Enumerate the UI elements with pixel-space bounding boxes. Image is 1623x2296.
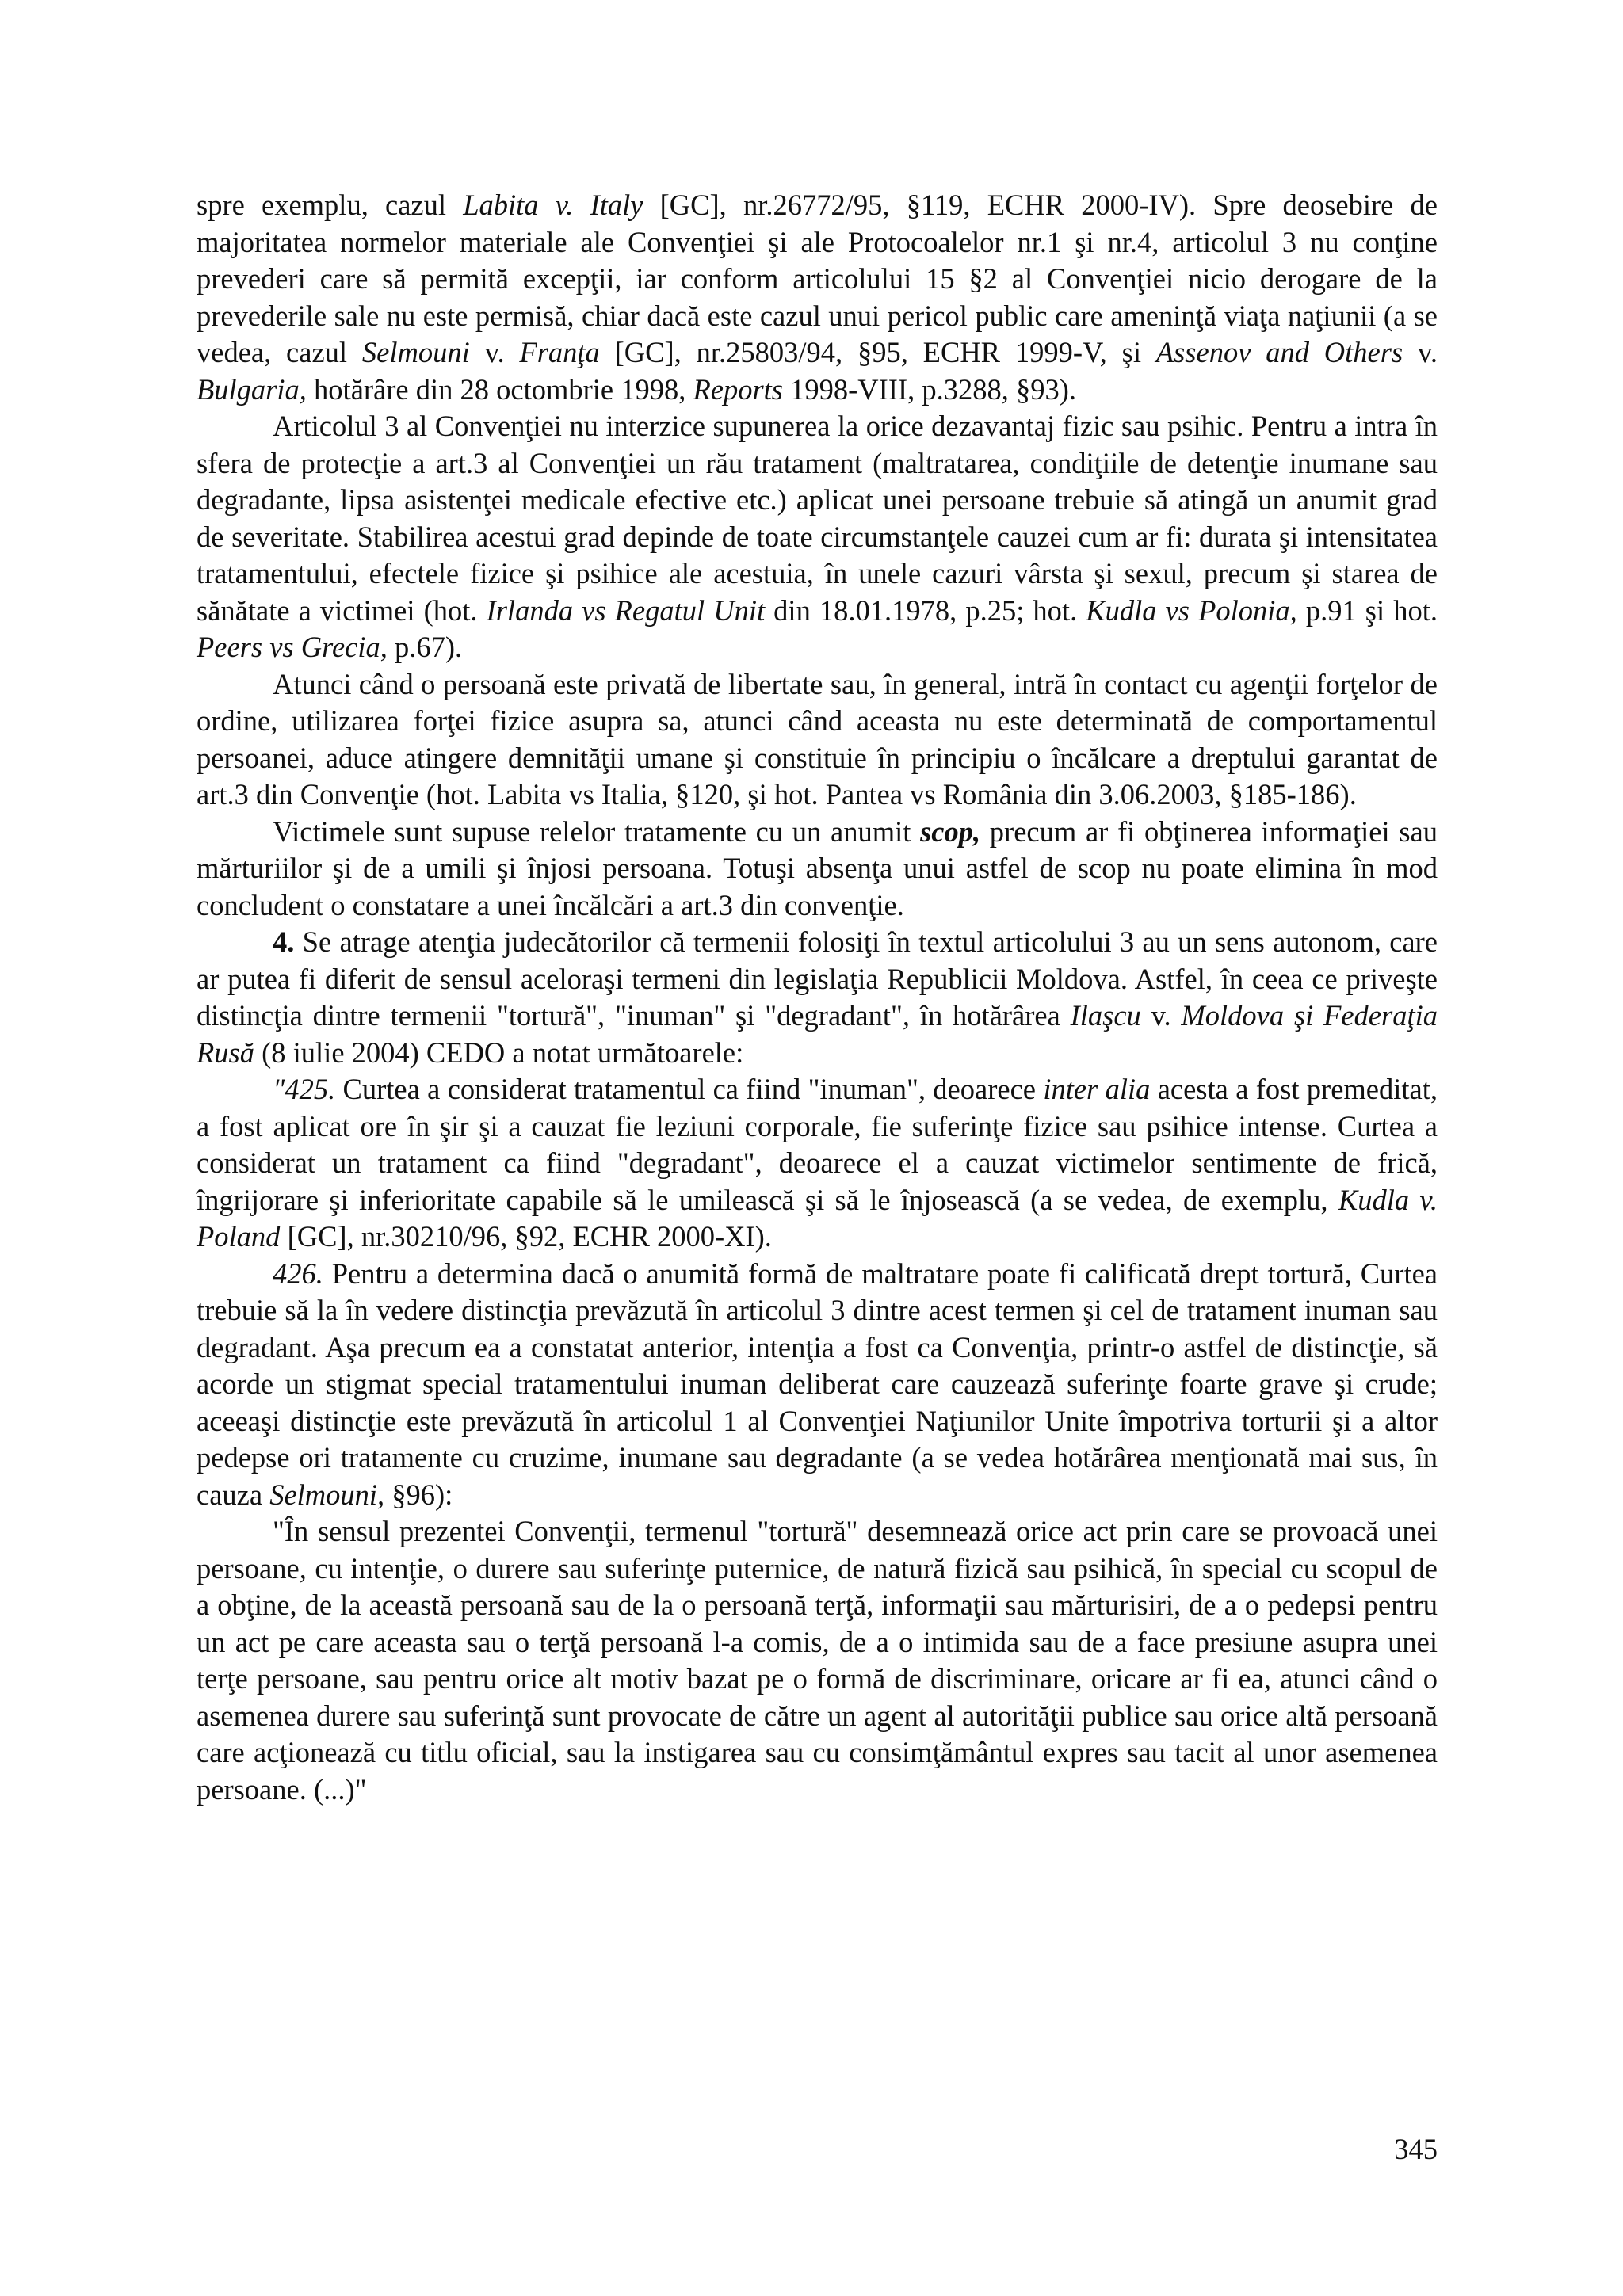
text-run: [GC], nr.30210/96, §92, ECHR 2000-XI). xyxy=(280,1220,772,1253)
paragraph xyxy=(197,814,1438,925)
text-run: Atunci când o persoană este privată de libertate sau, în general, intră în contact cu agenţii forţelor de ordine, utilizarea forţei fizice asupra sa, atunci când aceasta nu este determinată de comportamentul persoanei, aduce atingere demnităţii umane şi constituie în principiu o încălcare a dreptului garantat de art.3 din Convenţie (hot. Labita vs Italia, §120, şi hot. Pantea vs România din 3.06.2003, §185-186). xyxy=(197,667,1438,810)
text-run: Victimele sunt supuse relelor tratamente cu un anumit xyxy=(273,814,921,848)
text-run: Reports xyxy=(693,372,784,406)
text-run: "425. xyxy=(273,1073,336,1105)
paragraph xyxy=(197,1071,1438,1256)
text-run: Peers vs Grecia, xyxy=(197,631,388,663)
text-run: "În sensul prezentei Convenţii, termenul "tortură" desemnează orice act prin care se provoacă unei persoane, cu intenţie, o durere sau suferinţe puternice, de natură fizică sau psihică, în special cu scopul de a obţine, de la această persoană sau de la o persoană terţă, informaţii sau mărturisiri, de a o pedepsi pentru un act pe care aceasta sau o terţă persoană l-a comis, de a o intimida sau de a face presiune asupra unei terţe persoane, sau pentru orice alt motiv bazat pe o formă de discriminare, oricare ar fi ea, atunci când o asemenea durere sau suferinţă sunt provocate de către un agent al autorităţii publice sau orice altă persoană care acţionează cu titlu oficial, sau la instigarea sau cu consimţământul expres sau tacit al unor asemenea persoane. (...)" xyxy=(197,1515,1438,1806)
text-run: spre exemplu, cazul xyxy=(197,189,464,221)
text-run: precum ar fi obţinerea informaţiei sau mărturiilor şi de a umili şi înjosi persoana. Totuşi absenţa unui astfel de scop nu poate elimina în mod concludent o constatare a unei încălcări a art.3 din convenţie. xyxy=(197,814,1438,921)
text-run: §96): xyxy=(384,1478,453,1511)
text-run: Labita v. Italy xyxy=(463,189,643,221)
paragraph xyxy=(197,187,1438,408)
text-run: Assenov and Others xyxy=(1155,336,1403,368)
text-run: Irlanda vs Regatul Unit xyxy=(486,593,766,627)
text-run: 1998-VIII, p.3288, §93). xyxy=(783,372,1077,406)
text-run: Pentru a determina dacă o anumită formă de maltratare poate fi calificată drept tortură, Curtea trebuie să la în vedere distincţia prevăzută în articolul 3 dintre acest termen şi cel de tratament inuman sau degradant. Aşa precum ea a constatat anterior, intenţia a fost ca Convenţia, printr-o astfel de distincţie, să acorde un stigmat special tratamentului inuman deliberat care cauzează suferinţe foarte grave şi crude; aceeaşi distincţie este prevăzută în articolul 1 al Convenţiei Naţiunilor Unite împotriva torturii şi a altor pedepse ori tratamente cu cruzime, inumane sau degradante (a se vedea hotărârea menţionată mai sus, în cauza xyxy=(197,1257,1438,1511)
page-number: 345 xyxy=(1394,2133,1438,2165)
text-run: Bulgaria, xyxy=(197,372,307,406)
text-run: Franţa xyxy=(519,336,600,368)
text-run: 4. xyxy=(273,925,295,958)
text-run: v. xyxy=(1140,999,1182,1032)
text-run: p.91 şi hot. xyxy=(1296,593,1438,627)
text-run: Moldova şi Federaţia Rusă xyxy=(197,999,1438,1069)
text-run: hotărâre din 28 octombrie 1998, xyxy=(306,372,693,406)
paragraph xyxy=(197,1256,1438,1514)
paragraph xyxy=(197,924,1438,1071)
text-run: 426. xyxy=(273,1257,323,1290)
text-run: Selmouni, xyxy=(269,1478,385,1511)
text-run: scop, xyxy=(920,814,981,848)
text-run: Articolul 3 al Convenţiei nu interzice supunerea la orice dezavantaj fizic sau psihic. Pentru a intra în sfera de protecţie a art.3 al Convenţiei un rău tratament (maltratarea, condiţiile de detenţie inumane sau degradante, lipsa asistenţei medicale efective etc.) aplicat unei persoane trebuie să atingă un anumit grad de severitate. Stabilirea acestui grad depinde de toate circumstanţele cauzei cum ar fi: durata şi intensitatea tratamentului, efectele fizice şi psihice ale acestuia, în unele cazuri vârsta şi sexul, precum şi starea de sănătate a victimei (hot. xyxy=(197,410,1438,627)
paragraph xyxy=(197,1513,1438,1808)
text-run: v. xyxy=(1403,336,1438,368)
text-run: Ilaşcu xyxy=(1070,999,1141,1032)
document-body xyxy=(197,187,1438,1808)
text-run: Kudla v. Poland xyxy=(197,1183,1438,1253)
text-run: din 18.01.1978, p.25; hot. xyxy=(765,593,1086,627)
text-run: v. xyxy=(469,336,520,368)
text-run: (8 iulie 2004) CEDO a notat următoarele: xyxy=(254,1035,744,1069)
text-run: inter alia xyxy=(1043,1073,1151,1105)
text-run: Selmouni xyxy=(361,336,470,368)
paragraph xyxy=(197,408,1438,666)
text-run: [GC], nr.26772/95, §119, ECHR 2000-IV). Spre deosebire de majoritatea normelor materiale ale Convenţiei şi ale Protocoalelor nr.1 şi nr.4, articolul 3 nu conţine prevederi care să permită excepţii, iar conform articolului 15 §2 al Convenţiei nicio derogare de la prevederile sale nu este permisă, chiar dacă este cazul unui pericol public care ameninţă viaţa naţiunii (a se vedea, cazul xyxy=(197,189,1438,368)
text-run: acesta a fost premeditat, a fost aplicat ore în şir şi a cauzat fie leziuni corporale, fie suferinţe fizice sau psihice intense. Curtea a considerat un tratament ca fiind "degradant", deoarece el a cauzat victimelor sentimente de frică, îngrijorare şi inferioritate capabile să le umilească şi să le înjosească (a se vedea, de exemplu, xyxy=(197,1073,1438,1216)
text-run: Curtea a considerat tratamentul ca fiind "inuman", deoarece xyxy=(335,1073,1044,1105)
paragraph xyxy=(197,666,1438,814)
text-run: p.67). xyxy=(387,631,463,663)
text-run: [GC], nr.25803/94, §95, ECHR 1999-V, şi xyxy=(599,336,1156,368)
text-run: Se atrage atenţia judecătorilor că termenii folosiţi în textul articolului 3 au un sens autonom, care ar putea fi diferit de sensul aceloraşi termeni din legislaţia Republicii Moldova. Astfel, în ceea ce priveşte distincţia dintre termenii "tortură", "inuman" şi "degradant", în hotărârea xyxy=(197,925,1438,1032)
text-run: Kudla vs Polonia, xyxy=(1086,593,1297,627)
